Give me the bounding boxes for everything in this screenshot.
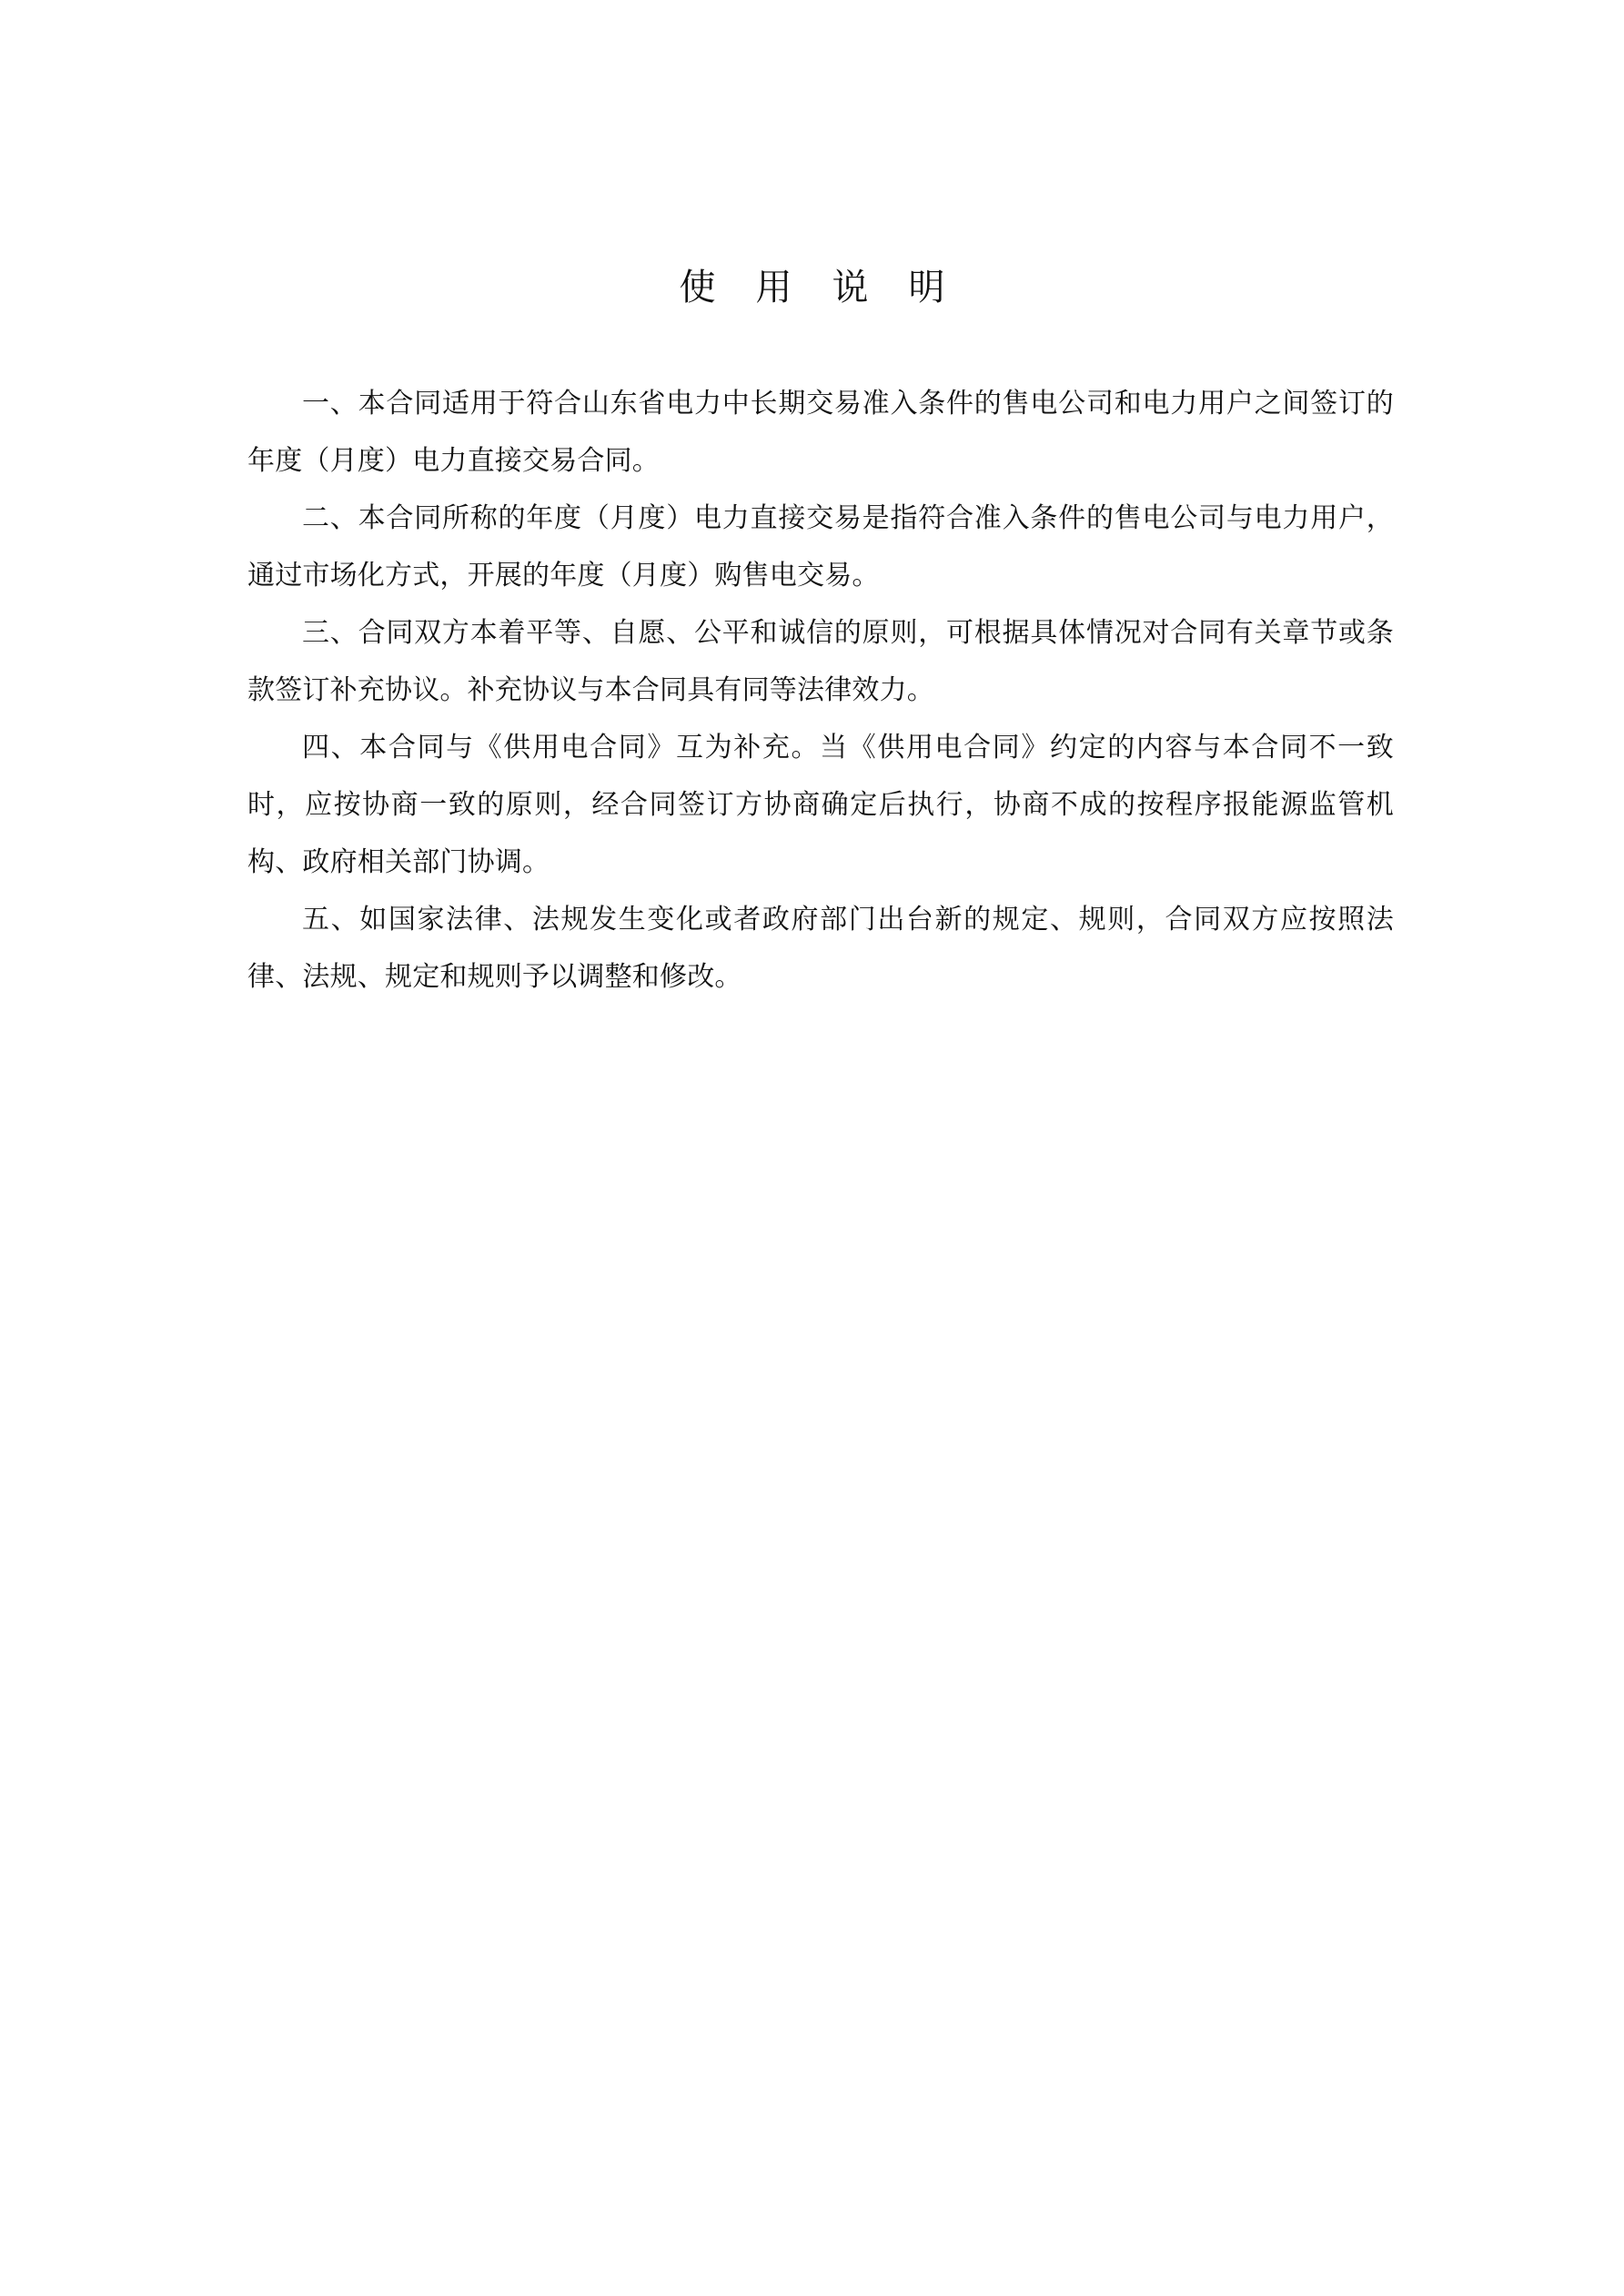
paragraph-3: 三、合同双方本着平等、自愿、公平和诚信的原则，可根据具体情况对合同有关章节或条款签订补充协议。补充协议与本合同具有同等法律效力。 xyxy=(247,617,1394,706)
paragraph-4: 四、本合同与《供用电合同》互为补充。当《供用电合同》约定的内容与本合同不一致时，应按协商一致的原则，经合同签订方协商确定后执行，协商不成的按程序报能源监管机构、政府相关部门协调。 xyxy=(247,732,1394,878)
paragraph-2: 二、本合同所称的年度（月度）电力直接交易是指符合准入条件的售电公司与电力用户，通过市场化方式，开展的年度（月度）购售电交易。 xyxy=(247,502,1394,592)
paragraph-5: 五、如国家法律、法规发生变化或者政府部门出台新的规定、规则，合同双方应按照法律、法规、规定和规则予以调整和修改。 xyxy=(247,904,1394,993)
page-title: 使用说明 xyxy=(679,267,985,308)
instructions-body xyxy=(247,375,1394,1006)
paragraph-1: 一、本合同适用于符合山东省电力中长期交易准入条件的售电公司和电力用户之间签订的年度（月度）电力直接交易合同。 xyxy=(247,388,1394,477)
